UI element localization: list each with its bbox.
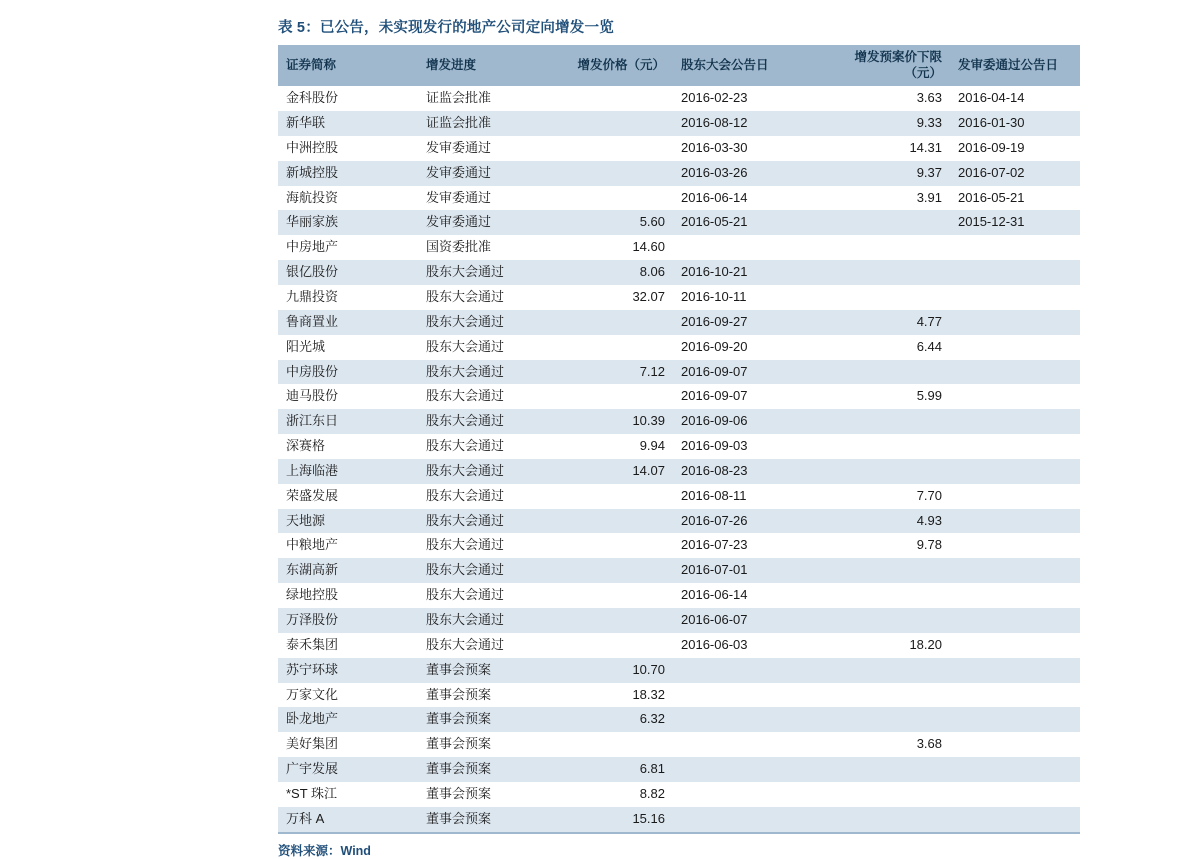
column-header-price-floor: 增发预案价下限（元） — [818, 45, 950, 86]
table-cell — [563, 608, 673, 633]
table-cell: 中房地产 — [278, 235, 418, 260]
table-cell — [563, 583, 673, 608]
table-cell: 迪马股份 — [278, 384, 418, 409]
table-cell: 2015-12-31 — [950, 210, 1080, 235]
table-cell — [563, 136, 673, 161]
table-cell — [818, 707, 950, 732]
table-cell — [950, 558, 1080, 583]
table-cell: 国资委批准 — [418, 235, 563, 260]
table-cell: 中粮地产 — [278, 533, 418, 558]
table-cell — [673, 683, 818, 708]
table-cell — [818, 782, 950, 807]
table-cell: 15.16 — [563, 807, 673, 832]
table-cell — [818, 235, 950, 260]
table-cell: 2016-05-21 — [673, 210, 818, 235]
table-cell — [950, 509, 1080, 534]
table-cell: *ST 珠江 — [278, 782, 418, 807]
table-cell: 2016-09-03 — [673, 434, 818, 459]
table-row — [278, 161, 1080, 186]
table-cell: 股东大会通过 — [418, 558, 563, 583]
column-header-meeting-date: 股东大会公告日 — [673, 45, 818, 86]
table-cell — [818, 434, 950, 459]
table-cell: 9.37 — [818, 161, 950, 186]
table-row — [278, 509, 1080, 534]
table-cell: 9.33 — [818, 111, 950, 136]
table-cell: 2016-03-26 — [673, 161, 818, 186]
table-row — [278, 360, 1080, 385]
table-cell: 8.06 — [563, 260, 673, 285]
table-cell: 2016-06-14 — [673, 186, 818, 211]
table-row — [278, 633, 1080, 658]
column-header-security-name: 证券简称 — [278, 45, 418, 86]
table-cell: 广宇发展 — [278, 757, 418, 782]
table-cell: 18.32 — [563, 683, 673, 708]
table-cell — [818, 608, 950, 633]
table-cell: 东湖高新 — [278, 558, 418, 583]
table-cell: 股东大会通过 — [418, 260, 563, 285]
table-cell: 苏宁环球 — [278, 658, 418, 683]
table-cell — [950, 235, 1080, 260]
table-container — [278, 16, 1080, 859]
table-cell — [563, 161, 673, 186]
table-cell — [950, 310, 1080, 335]
table-cell: 董事会预案 — [418, 757, 563, 782]
table-cell: 天地源 — [278, 509, 418, 534]
table-cell — [673, 757, 818, 782]
table-cell — [950, 707, 1080, 732]
table-cell — [818, 459, 950, 484]
table-cell: 9.94 — [563, 434, 673, 459]
column-header-approval-date: 发审委通过公告日 — [950, 45, 1080, 86]
table-cell — [818, 757, 950, 782]
table-cell: 新城控股 — [278, 161, 418, 186]
table-cell: 股东大会通过 — [418, 310, 563, 335]
table-cell — [950, 683, 1080, 708]
table-row — [278, 707, 1080, 732]
table-row — [278, 384, 1080, 409]
table-cell — [818, 260, 950, 285]
table-row — [278, 683, 1080, 708]
table-cell: 2016-02-23 — [673, 86, 818, 111]
table-cell: 海航投资 — [278, 186, 418, 211]
table-header — [278, 45, 1080, 86]
table-cell — [563, 509, 673, 534]
table-cell: 9.78 — [818, 533, 950, 558]
table-cell — [563, 86, 673, 111]
table-cell: 卧龙地产 — [278, 707, 418, 732]
table-cell: 7.12 — [563, 360, 673, 385]
table-row — [278, 235, 1080, 260]
table-cell — [673, 807, 818, 832]
table-cell: 董事会预案 — [418, 683, 563, 708]
table-cell: 2016-05-21 — [950, 186, 1080, 211]
announcement-table — [278, 45, 1080, 832]
table-cell: 2016-09-19 — [950, 136, 1080, 161]
table-cell — [950, 285, 1080, 310]
table-cell: 泰禾集团 — [278, 633, 418, 658]
table-cell — [950, 807, 1080, 832]
table-cell: 上海临港 — [278, 459, 418, 484]
table-cell: 2016-09-07 — [673, 360, 818, 385]
table-title: 表 5：已公告，未实现发行的地产公司定向增发一览 — [278, 20, 614, 36]
table-cell — [950, 260, 1080, 285]
column-header-progress: 增发进度 — [418, 45, 563, 86]
table-cell: 7.70 — [818, 484, 950, 509]
table-cell: 2016-01-30 — [950, 111, 1080, 136]
table-cell: 银亿股份 — [278, 260, 418, 285]
table-cell: 6.44 — [818, 335, 950, 360]
table-cell: 股东大会通过 — [418, 484, 563, 509]
table-cell: 董事会预案 — [418, 732, 563, 757]
table-cell — [563, 186, 673, 211]
table-cell — [563, 335, 673, 360]
table-cell: 股东大会通过 — [418, 509, 563, 534]
table-cell: 2016-09-27 — [673, 310, 818, 335]
table-cell — [563, 384, 673, 409]
table-cell — [563, 633, 673, 658]
table-cell: 3.91 — [818, 186, 950, 211]
table-row — [278, 583, 1080, 608]
table-cell: 股东大会通过 — [418, 335, 563, 360]
table-cell: 绿地控股 — [278, 583, 418, 608]
table-cell: 中房股份 — [278, 360, 418, 385]
table-cell: 10.39 — [563, 409, 673, 434]
table-row — [278, 186, 1080, 211]
table-cell: 2016-03-30 — [673, 136, 818, 161]
table-cell: 18.20 — [818, 633, 950, 658]
table-cell: 2016-08-23 — [673, 459, 818, 484]
table-row — [278, 335, 1080, 360]
table-cell — [563, 310, 673, 335]
table-row — [278, 285, 1080, 310]
table-row — [278, 608, 1080, 633]
table-cell — [950, 583, 1080, 608]
table-cell: 6.32 — [563, 707, 673, 732]
table-row — [278, 409, 1080, 434]
table-cell: 2016-10-21 — [673, 260, 818, 285]
table-cell — [563, 732, 673, 757]
table-cell: 2016-08-11 — [673, 484, 818, 509]
table-cell — [950, 757, 1080, 782]
table-bottom-rule — [278, 832, 1080, 834]
table-cell: 股东大会通过 — [418, 583, 563, 608]
table-cell — [950, 633, 1080, 658]
table-body — [278, 86, 1080, 831]
table-row — [278, 484, 1080, 509]
table-cell — [818, 210, 950, 235]
table-cell: 8.82 — [563, 782, 673, 807]
table-cell: 荣盛发展 — [278, 484, 418, 509]
table-cell: 董事会预案 — [418, 658, 563, 683]
table-cell: 股东大会通过 — [418, 608, 563, 633]
table-cell — [818, 583, 950, 608]
table-cell: 浙江东日 — [278, 409, 418, 434]
table-cell — [673, 707, 818, 732]
table-cell: 2016-09-20 — [673, 335, 818, 360]
table-cell: 鲁商置业 — [278, 310, 418, 335]
table-row — [278, 782, 1080, 807]
table-cell: 10.70 — [563, 658, 673, 683]
table-cell: 发审委通过 — [418, 161, 563, 186]
table-cell: 2016-08-12 — [673, 111, 818, 136]
table-row — [278, 807, 1080, 832]
table-row — [278, 533, 1080, 558]
table-cell: 新华联 — [278, 111, 418, 136]
table-cell: 32.07 — [563, 285, 673, 310]
table-cell: 5.60 — [563, 210, 673, 235]
table-cell: 14.07 — [563, 459, 673, 484]
table-cell — [950, 459, 1080, 484]
table-cell — [950, 360, 1080, 385]
table-cell: 2016-06-03 — [673, 633, 818, 658]
table-cell — [818, 558, 950, 583]
table-cell — [818, 807, 950, 832]
table-cell: 万科 A — [278, 807, 418, 832]
table-cell — [563, 558, 673, 583]
header-row — [278, 45, 1080, 86]
table-cell: 2016-07-23 — [673, 533, 818, 558]
table-cell: 华丽家族 — [278, 210, 418, 235]
table-cell: 证监会批准 — [418, 86, 563, 111]
table-cell: 董事会预案 — [418, 707, 563, 732]
table-cell: 2016-09-06 — [673, 409, 818, 434]
table-cell: 2016-04-14 — [950, 86, 1080, 111]
table-cell — [818, 683, 950, 708]
table-row — [278, 459, 1080, 484]
table-cell — [950, 409, 1080, 434]
table-cell: 2016-06-14 — [673, 583, 818, 608]
table-cell — [818, 658, 950, 683]
table-cell: 2016-07-01 — [673, 558, 818, 583]
table-cell: 3.68 — [818, 732, 950, 757]
table-cell: 董事会预案 — [418, 782, 563, 807]
table-cell: 2016-07-26 — [673, 509, 818, 534]
table-cell: 股东大会通过 — [418, 285, 563, 310]
table-cell — [673, 782, 818, 807]
table-cell — [950, 384, 1080, 409]
table-cell: 4.93 — [818, 509, 950, 534]
table-cell: 5.99 — [818, 384, 950, 409]
table-cell — [950, 533, 1080, 558]
table-cell: 股东大会通过 — [418, 434, 563, 459]
table-cell — [673, 732, 818, 757]
table-row — [278, 136, 1080, 161]
table-cell: 股东大会通过 — [418, 533, 563, 558]
table-cell: 2016-10-11 — [673, 285, 818, 310]
table-cell — [950, 608, 1080, 633]
table-cell — [673, 658, 818, 683]
table-cell — [950, 782, 1080, 807]
table-cell: 14.31 — [818, 136, 950, 161]
table-cell: 股东大会通过 — [418, 633, 563, 658]
table-row — [278, 310, 1080, 335]
source-note: 资料来源：Wind — [278, 843, 371, 858]
table-row — [278, 111, 1080, 136]
table-cell: 4.77 — [818, 310, 950, 335]
table-cell: 深赛格 — [278, 434, 418, 459]
table-row — [278, 558, 1080, 583]
table-cell: 万家文化 — [278, 683, 418, 708]
table-row — [278, 757, 1080, 782]
table-cell: 证监会批准 — [418, 111, 563, 136]
table-cell: 董事会预案 — [418, 807, 563, 832]
table-cell: 2016-09-07 — [673, 384, 818, 409]
table-cell: 发审委通过 — [418, 210, 563, 235]
table-cell: 14.60 — [563, 235, 673, 260]
table-cell: 股东大会通过 — [418, 384, 563, 409]
table-cell: 股东大会通过 — [418, 459, 563, 484]
table-cell: 万泽股份 — [278, 608, 418, 633]
table-cell — [950, 484, 1080, 509]
table-cell: 中洲控股 — [278, 136, 418, 161]
table-cell — [950, 732, 1080, 757]
table-row — [278, 210, 1080, 235]
table-cell — [563, 533, 673, 558]
table-cell — [950, 335, 1080, 360]
table-cell — [673, 235, 818, 260]
table-cell: 美好集团 — [278, 732, 418, 757]
table-row — [278, 658, 1080, 683]
table-cell — [818, 409, 950, 434]
table-cell: 股东大会通过 — [418, 409, 563, 434]
table-cell — [950, 434, 1080, 459]
table-cell: 九鼎投资 — [278, 285, 418, 310]
column-header-price: 增发价格（元） — [563, 45, 673, 86]
table-cell: 阳光城 — [278, 335, 418, 360]
table-cell: 6.81 — [563, 757, 673, 782]
table-row — [278, 86, 1080, 111]
table-cell — [818, 360, 950, 385]
table-cell: 2016-06-07 — [673, 608, 818, 633]
table-cell: 发审委通过 — [418, 136, 563, 161]
table-cell: 3.63 — [818, 86, 950, 111]
table-cell: 金科股份 — [278, 86, 418, 111]
table-cell — [950, 658, 1080, 683]
table-cell: 发审委通过 — [418, 186, 563, 211]
table-row — [278, 434, 1080, 459]
table-cell: 股东大会通过 — [418, 360, 563, 385]
table-cell — [563, 111, 673, 136]
table-row — [278, 732, 1080, 757]
table-cell — [563, 484, 673, 509]
table-cell: 2016-07-02 — [950, 161, 1080, 186]
table-cell — [818, 285, 950, 310]
table-row — [278, 260, 1080, 285]
